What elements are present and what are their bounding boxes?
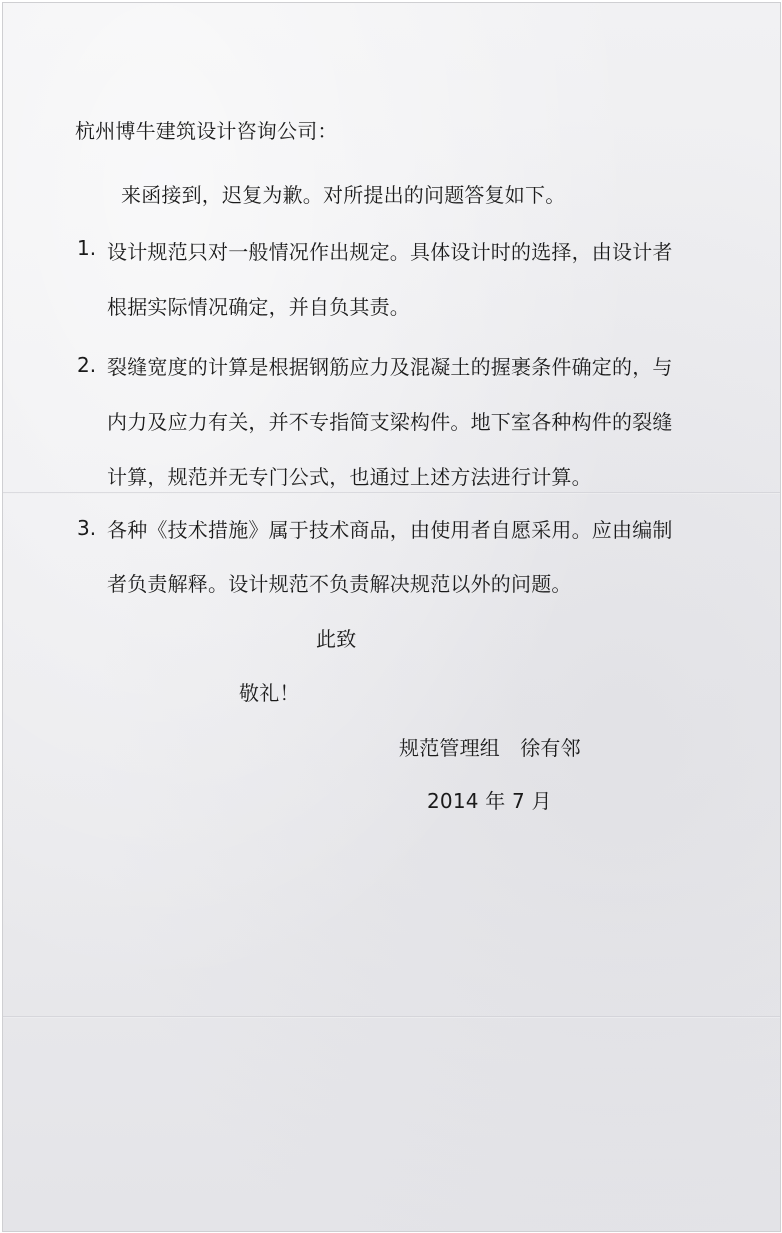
intro-paragraph: 来函接到，迟复为歉。对所提出的问题答复如下。 (121, 183, 566, 207)
letter-paper (2, 2, 781, 1232)
item-3-line-1: 各种《技术措施》属于技术商品，由使用者自愿采用。应由编制 (107, 518, 673, 542)
item-2-line-3: 计算，规范并无专门公式，也通过上述方法进行计算。 (107, 465, 592, 489)
item-2-number: 2. (77, 353, 97, 377)
item-1-line-1: 设计规范只对一般情况作出规定。具体设计时的选择，由设计者 (107, 240, 673, 264)
paper-fold-line (3, 492, 780, 494)
closing-ci-zhi: 此致 (316, 627, 357, 651)
letter-date: 2014 年 7 月 (427, 789, 552, 813)
item-2-line-1: 裂缝宽度的计算是根据钢筋应力及混凝土的握裹条件确定的，与 (107, 355, 673, 379)
item-3-number: 3. (77, 516, 97, 540)
closing-jing-li: 敬礼！ (239, 681, 300, 705)
item-2-line-2: 内力及应力有关，并不专指简支梁构件。地下室各种构件的裂缝 (107, 410, 673, 434)
signature: 规范管理组 徐有邻 (399, 736, 581, 760)
item-1-line-2: 根据实际情况确定，并自负其责。 (107, 295, 410, 319)
item-1-number: 1. (77, 236, 97, 260)
salutation: 杭州博牛建筑设计咨询公司： (75, 119, 338, 143)
paper-fold-line (3, 1016, 780, 1018)
item-3-line-2: 者负责解释。设计规范不负责解决规范以外的问题。 (107, 572, 572, 596)
